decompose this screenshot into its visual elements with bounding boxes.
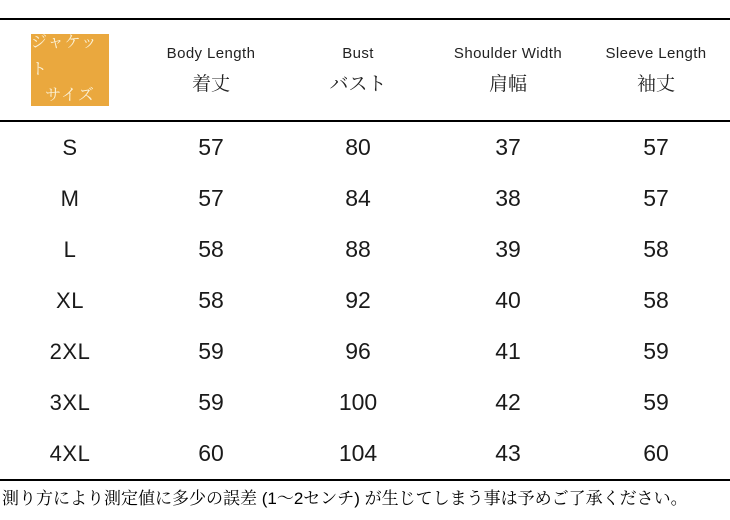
shoulder-width-value: 37	[495, 134, 521, 160]
header-jp: バスト	[329, 73, 387, 95]
body-length-value: 59	[198, 338, 224, 364]
measurement-disclaimer: 測り方により測定値に多少の誤差 (1～2センチ) が生じてしまう事は予めご了承ください。	[2, 489, 688, 508]
header-en: Bust	[342, 44, 374, 62]
size-label: S	[62, 134, 78, 160]
column-header-shoulder-width	[434, 45, 582, 96]
sleeve-length-value: 57	[643, 185, 669, 211]
header-en: Shoulder Width	[453, 44, 563, 62]
sleeve-length-value: 60	[643, 440, 669, 466]
table-row-xl	[0, 275, 730, 326]
shoulder-width-value: 43	[495, 440, 521, 466]
badge-line1: ジャケット	[31, 34, 98, 78]
shoulder-width-value: 38	[495, 185, 521, 211]
header-en: Body Length	[166, 44, 256, 62]
bust-value: 100	[338, 389, 378, 415]
table-header-row	[0, 18, 730, 122]
table-row-l	[0, 224, 730, 275]
sleeve-length-value: 57	[643, 134, 669, 160]
body-length-value: 58	[198, 236, 224, 262]
body-length-value: 57	[198, 134, 224, 160]
badge-line2: サイズ	[45, 87, 95, 105]
table-row-3xl	[0, 377, 730, 428]
sleeve-length-value: 59	[643, 389, 669, 415]
sleeve-length-value: 58	[643, 236, 669, 262]
corner-cell	[0, 34, 140, 106]
bust-value: 104	[338, 440, 378, 466]
column-header-sleeve-length	[582, 45, 730, 96]
size-chart-table	[0, 18, 730, 481]
bust-value: 84	[345, 185, 371, 211]
column-header-body-length	[140, 45, 282, 96]
sleeve-length-value: 58	[643, 287, 669, 313]
body-length-value: 59	[198, 389, 224, 415]
table-body	[0, 122, 730, 481]
body-length-value: 57	[198, 185, 224, 211]
size-label: M	[60, 185, 80, 211]
jacket-size-badge	[31, 34, 109, 106]
sleeve-length-value: 59	[643, 338, 669, 364]
size-label: L	[63, 236, 77, 262]
size-label: 4XL	[49, 440, 91, 466]
header-en: Sleeve Length	[605, 44, 707, 62]
table-row-4xl	[0, 428, 730, 479]
shoulder-width-value: 42	[495, 389, 521, 415]
bust-value: 92	[345, 287, 371, 313]
size-label: XL	[56, 287, 84, 313]
shoulder-width-value: 39	[495, 236, 521, 262]
size-label: 2XL	[49, 338, 91, 364]
shoulder-width-value: 41	[495, 338, 521, 364]
size-label: 3XL	[49, 389, 91, 415]
column-header-bust	[282, 45, 434, 96]
body-length-value: 60	[198, 440, 224, 466]
shoulder-width-value: 40	[495, 287, 521, 313]
bust-value: 96	[345, 338, 371, 364]
header-jp: 肩幅	[488, 73, 527, 95]
table-row-s	[0, 122, 730, 173]
table-row-m	[0, 173, 730, 224]
bust-value: 88	[345, 236, 371, 262]
header-jp: 着丈	[191, 73, 230, 95]
table-row-2xl	[0, 326, 730, 377]
bust-value: 80	[345, 134, 371, 160]
body-length-value: 58	[198, 287, 224, 313]
header-jp: 袖丈	[636, 73, 675, 95]
